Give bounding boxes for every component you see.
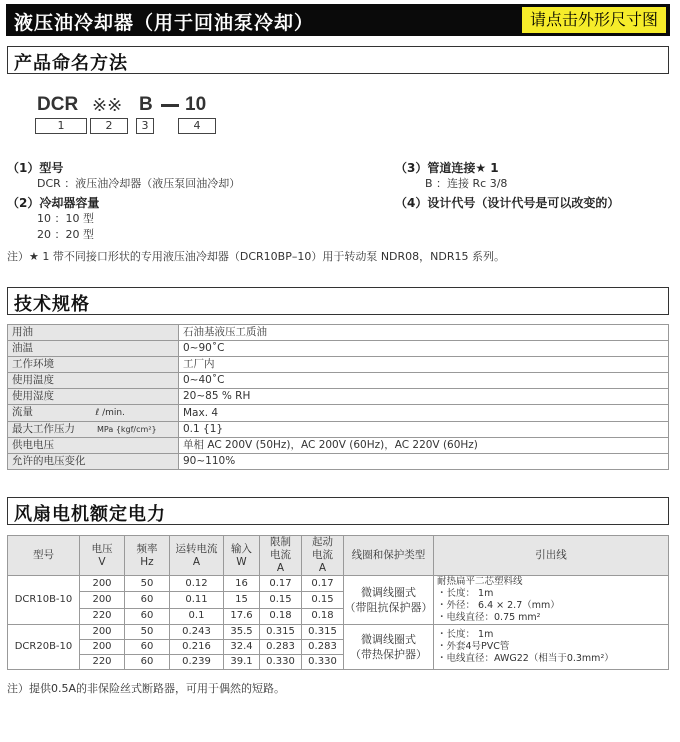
cell-limit-current: 0.17 bbox=[260, 576, 302, 592]
title-bar bbox=[6, 4, 670, 36]
specs-section-title: 技术规格 bbox=[14, 294, 90, 315]
naming-section-header bbox=[7, 46, 669, 74]
spec-value: 0.1 {1} bbox=[179, 422, 669, 438]
col-voltage bbox=[80, 536, 125, 576]
col-run-current-label: 运转电流 bbox=[175, 542, 218, 555]
col-limit-label-1: 限制 bbox=[270, 536, 291, 548]
cell-input: 17.6 bbox=[224, 608, 260, 624]
code-box-4: 4 bbox=[178, 118, 216, 134]
cell-frequency: 60 bbox=[125, 592, 170, 608]
col-input-label: 输入 bbox=[231, 542, 252, 555]
naming-item-3-line: B ：连接 Rc 3/8 bbox=[425, 177, 508, 190]
table-row bbox=[8, 438, 669, 454]
col-frequency-unit: Hz bbox=[140, 555, 154, 568]
cell-start-current: 0.315 bbox=[302, 625, 344, 640]
col-model-label: 型号 bbox=[33, 549, 54, 561]
spec-label: 用油 bbox=[8, 325, 179, 341]
naming-section-title: 产品命名方法 bbox=[14, 53, 128, 74]
cell-frequency: 60 bbox=[125, 655, 170, 670]
cell-start-current: 0.330 bbox=[302, 655, 344, 670]
coil-type-line: （带阻抗保护器） bbox=[344, 601, 433, 614]
lead-line: 耐热扁平二芯塑料线 bbox=[437, 576, 523, 587]
model-cell: DCR10B-10 bbox=[8, 576, 80, 625]
spec-value: 90~110% bbox=[179, 454, 669, 470]
col-input-unit: W bbox=[236, 555, 247, 568]
naming-item-1-line: DCR ：液压油冷却器（液压泵回油冷却） bbox=[37, 177, 241, 190]
spec-label: 允许的电压变化 bbox=[8, 454, 179, 470]
cell-voltage: 220 bbox=[80, 655, 125, 670]
cell-input: 35.5 bbox=[224, 625, 260, 640]
coil-type-cell bbox=[344, 625, 434, 670]
dimension-drawing-button[interactable]: 请点击外形尺寸图 bbox=[522, 7, 666, 33]
cell-input: 39.1 bbox=[224, 655, 260, 670]
cell-limit-current: 0.15 bbox=[260, 592, 302, 608]
naming-note: 注）★ 1 带不同接口形状的专用液压油冷却器（DCR10BP–10）用于转动泵 NDR08，NDR15 系列。 bbox=[7, 250, 505, 263]
table-row bbox=[8, 325, 669, 341]
coil-type-line: （带热保护器） bbox=[350, 648, 427, 661]
spec-label: 供电电压 bbox=[8, 438, 179, 454]
col-voltage-unit: V bbox=[98, 555, 106, 568]
naming-item-2-head: （2）冷却器容量 bbox=[7, 196, 100, 210]
lead-line: ・外套4号PVC管 bbox=[437, 641, 510, 652]
coil-type-cell bbox=[344, 576, 434, 625]
col-coil-label: 线圈和保护类型 bbox=[351, 549, 426, 561]
col-model bbox=[8, 536, 80, 576]
fan-section-title: 风扇电机额定电力 bbox=[14, 504, 166, 525]
cell-limit-current: 0.283 bbox=[260, 640, 302, 655]
col-voltage-label: 电压 bbox=[91, 542, 113, 555]
lead-wire-cell bbox=[434, 625, 669, 670]
spec-value: 单相 AC 200V (50Hz)，AC 200V (60Hz)，AC 220V (60Hz) bbox=[179, 438, 669, 454]
spec-value: Max. 4 bbox=[179, 405, 669, 422]
specs-table bbox=[7, 324, 669, 470]
fan-table bbox=[7, 535, 669, 670]
col-run-current-unit: A bbox=[192, 555, 201, 568]
cell-limit-current: 0.315 bbox=[260, 625, 302, 640]
spec-value: 0~90˚C bbox=[179, 341, 669, 357]
spec-value: 20~85 % RH bbox=[179, 389, 669, 405]
col-start-unit: A bbox=[318, 562, 327, 574]
col-limit-unit: A bbox=[276, 562, 285, 574]
coil-type-line: 微调线圈式 bbox=[361, 633, 416, 646]
table-row bbox=[8, 373, 669, 389]
table-row bbox=[8, 357, 669, 373]
cell-input: 16 bbox=[224, 576, 260, 592]
coil-type-line: 微调线圈式 bbox=[361, 586, 416, 599]
spec-unit: ℓ /min. bbox=[95, 408, 125, 418]
cell-start-current: 0.15 bbox=[302, 592, 344, 608]
col-input bbox=[224, 536, 260, 576]
table-row bbox=[8, 576, 669, 592]
lead-line: ・电线直径：AWG22（相当于0.3mm²） bbox=[437, 653, 614, 664]
cell-voltage: 200 bbox=[80, 576, 125, 592]
code-dcr: DCR bbox=[37, 94, 79, 115]
lead-line: ・长度： 1m bbox=[437, 629, 494, 640]
cell-run-current: 0.243 bbox=[170, 625, 224, 640]
table-row bbox=[8, 405, 669, 422]
lead-line: ・长度： 1m bbox=[437, 588, 494, 599]
col-start-label-2: 电流 bbox=[312, 549, 333, 561]
naming-item-1-head: （1）型号 bbox=[7, 161, 64, 175]
fan-section-header bbox=[7, 497, 669, 525]
page-title: 液压油冷却器（用于回油泵冷却） bbox=[14, 12, 315, 34]
naming-item-2-line1: 10 ：10 型 bbox=[37, 212, 94, 225]
code-box-1: 1 bbox=[35, 118, 87, 134]
lead-line: ・外径： 6.4 × 2.7（mm） bbox=[437, 600, 560, 611]
lead-wire-cell bbox=[434, 576, 669, 625]
col-limit-label-2: 电流 bbox=[270, 549, 291, 561]
code-xx: ※※ bbox=[92, 95, 123, 115]
code-dash bbox=[161, 104, 179, 107]
cell-voltage: 200 bbox=[80, 640, 125, 655]
code-box-3: 3 bbox=[136, 118, 154, 134]
spec-label bbox=[8, 405, 179, 422]
col-start-current bbox=[302, 536, 344, 576]
cell-frequency: 60 bbox=[125, 640, 170, 655]
spec-value: 工厂内 bbox=[179, 357, 669, 373]
fan-note: 注）提供0.5A的非保险丝式断路器，可用于偶然的短路。 bbox=[7, 682, 286, 695]
lead-line: ・电线直径：0.75 mm² bbox=[437, 612, 541, 623]
cell-start-current: 0.18 bbox=[302, 608, 344, 624]
cell-run-current: 0.1 bbox=[170, 608, 224, 624]
naming-item-4-head: （4）设计代号（设计代号是可以改变的） bbox=[395, 196, 620, 210]
cell-limit-current: 0.330 bbox=[260, 655, 302, 670]
table-row bbox=[8, 625, 669, 640]
specs-section-header bbox=[7, 287, 669, 315]
cell-voltage: 200 bbox=[80, 592, 125, 608]
cell-frequency: 50 bbox=[125, 625, 170, 640]
naming-item-3-head: （3）管道连接★ 1 bbox=[395, 161, 499, 175]
spec-label-text: 最大工作压力 bbox=[12, 423, 75, 435]
model-cell: DCR20B-10 bbox=[8, 625, 80, 670]
spec-label: 使用湿度 bbox=[8, 389, 179, 405]
table-row bbox=[8, 341, 669, 357]
table-row bbox=[8, 389, 669, 405]
spec-value: 石油基液压工质油 bbox=[179, 325, 669, 341]
spec-label-text: 流量 bbox=[12, 406, 33, 418]
col-start-label-1: 起动 bbox=[312, 536, 333, 548]
col-frequency-label: 频率 bbox=[136, 542, 158, 555]
cell-frequency: 50 bbox=[125, 576, 170, 592]
cell-run-current: 0.12 bbox=[170, 576, 224, 592]
spec-label bbox=[8, 422, 179, 438]
cell-limit-current: 0.18 bbox=[260, 608, 302, 624]
col-lead-wire bbox=[434, 536, 669, 576]
code-b: B bbox=[139, 94, 153, 115]
cell-voltage: 200 bbox=[80, 625, 125, 640]
table-header-row bbox=[8, 536, 669, 576]
code-box-2: 2 bbox=[90, 118, 128, 134]
cell-input: 15 bbox=[224, 592, 260, 608]
cell-run-current: 0.216 bbox=[170, 640, 224, 655]
col-frequency bbox=[125, 536, 170, 576]
col-coil-type bbox=[344, 536, 434, 576]
cell-start-current: 0.283 bbox=[302, 640, 344, 655]
cell-frequency: 60 bbox=[125, 608, 170, 624]
spec-unit: MPa {kgf/cm²} bbox=[97, 425, 157, 434]
table-row bbox=[8, 454, 669, 470]
cell-run-current: 0.11 bbox=[170, 592, 224, 608]
spec-value: 0~40˚C bbox=[179, 373, 669, 389]
cell-voltage: 220 bbox=[80, 608, 125, 624]
cell-input: 32.4 bbox=[224, 640, 260, 655]
col-lead-label: 引出线 bbox=[535, 549, 567, 561]
spec-label: 工作环境 bbox=[8, 357, 179, 373]
cell-run-current: 0.239 bbox=[170, 655, 224, 670]
spec-label: 使用温度 bbox=[8, 373, 179, 389]
col-limit-current bbox=[260, 536, 302, 576]
spec-label: 油温 bbox=[8, 341, 179, 357]
col-run-current bbox=[170, 536, 224, 576]
table-row bbox=[8, 422, 669, 438]
code-num: 10 bbox=[185, 94, 207, 115]
naming-item-2-line2: 20 ：20 型 bbox=[37, 228, 94, 241]
cell-start-current: 0.17 bbox=[302, 576, 344, 592]
